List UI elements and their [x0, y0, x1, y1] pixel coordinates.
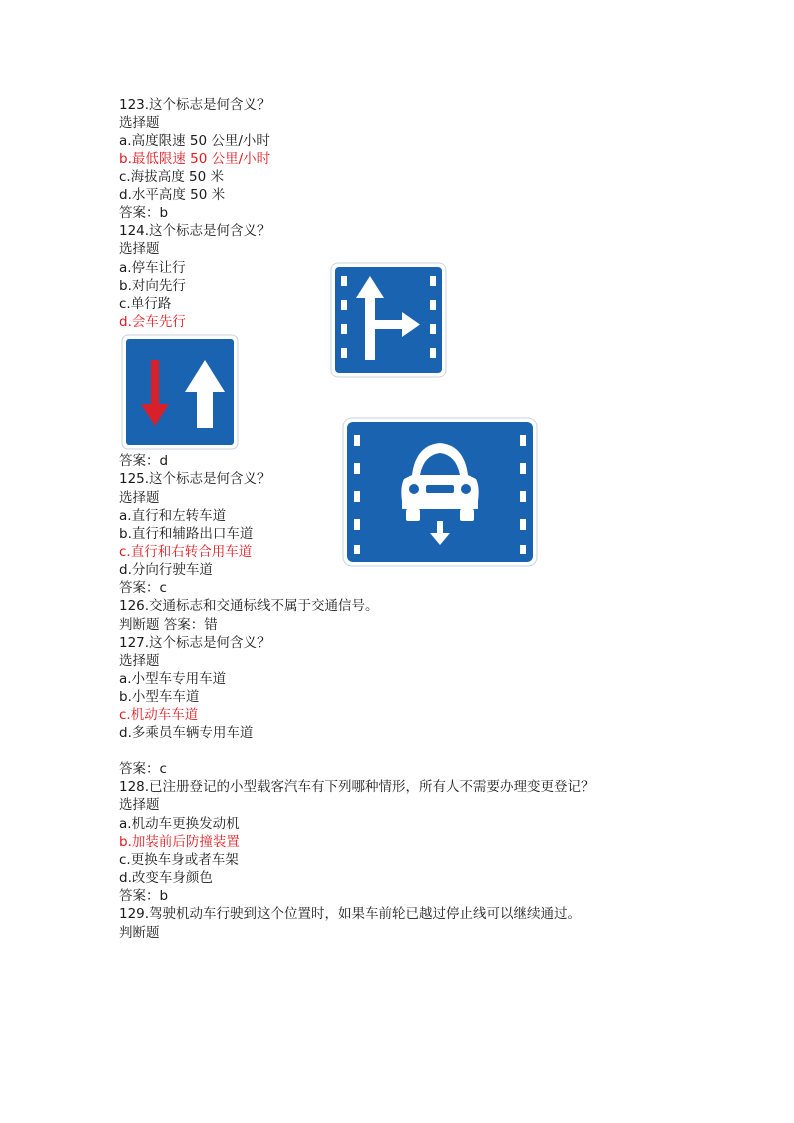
- question-127-answer: 答案：c: [119, 761, 167, 777]
- question-126-title: 126.交通标志和交通标线不属于交通信号。: [119, 598, 379, 614]
- question-127-option-b: b.小型车车道: [119, 689, 200, 705]
- question-125-option-a: a.直行和左转车道: [119, 508, 227, 524]
- question-127-option-d: d.多乘员车辆专用车道: [119, 725, 254, 741]
- question-128-type: 选择题: [119, 797, 160, 813]
- question-128-answer: 答案：b: [119, 888, 169, 904]
- question-123-answer: 答案：b: [119, 205, 169, 221]
- question-128-title: 128.已注册登记的小型载客汽车有下列哪种情形，所有人不需要办理变更登记？: [119, 779, 595, 795]
- question-123-title: 123.这个标志是何含义？: [119, 97, 271, 113]
- question-124-answer: 答案：d: [119, 453, 169, 469]
- question-128-option-c: c.更换车身或者车架: [119, 852, 239, 868]
- question-127-type: 选择题: [119, 653, 160, 669]
- question-123-option-d: d.水平高度 50 米: [119, 187, 226, 203]
- question-128-option-a: a.机动车更换发动机: [119, 816, 240, 832]
- question-124-option-d: d.会车先行: [119, 314, 186, 330]
- question-128-option-b: b.加装前后防撞装置: [119, 834, 240, 850]
- question-123-option-c: c.海拔高度 50 米: [119, 169, 224, 185]
- question-125-option-c: c.直行和右转合用车道: [119, 544, 253, 560]
- motor-vehicle-lane-sign-icon: [342, 417, 538, 567]
- straight-and-right-turn-lane-sign-icon: [330, 262, 447, 378]
- question-124-option-c: c.单行路: [119, 296, 172, 312]
- question-123-option-a: a.高度限速 50 公里/小时: [119, 133, 270, 149]
- question-129-type: 判断题: [119, 925, 160, 941]
- question-125-option-d: d.分向行驶车道: [119, 562, 213, 578]
- question-123-option-b: b.最低限速 50 公里/小时: [119, 151, 271, 167]
- question-129-title: 129.驾驶机动车行驶到这个位置时，如果车前轮已越过停止线可以继续通过。: [119, 906, 582, 922]
- question-128-option-d: d.改变车身颜色: [119, 870, 213, 886]
- question-124-type: 选择题: [119, 241, 160, 257]
- question-123-type: 选择题: [119, 115, 160, 131]
- question-125-title: 125.这个标志是何含义？: [119, 471, 271, 487]
- question-126-type-answer: 判断题 答案：错: [119, 617, 218, 633]
- question-127-option-c: c.机动车车道: [119, 707, 199, 723]
- question-127-title: 127.这个标志是何含义？: [119, 635, 271, 651]
- priority-over-oncoming-sign-icon: [121, 334, 239, 450]
- question-127-option-a: a.小型车专用车道: [119, 671, 227, 687]
- question-125-type: 选择题: [119, 490, 160, 506]
- question-124-title: 124.这个标志是何含义？: [119, 223, 271, 239]
- question-125-answer: 答案：c: [119, 580, 167, 596]
- question-124-option-b: b.对向先行: [119, 278, 186, 294]
- question-124-option-a: a.停车让行: [119, 260, 186, 276]
- question-125-option-b: b.直行和辅路出口车道: [119, 526, 254, 542]
